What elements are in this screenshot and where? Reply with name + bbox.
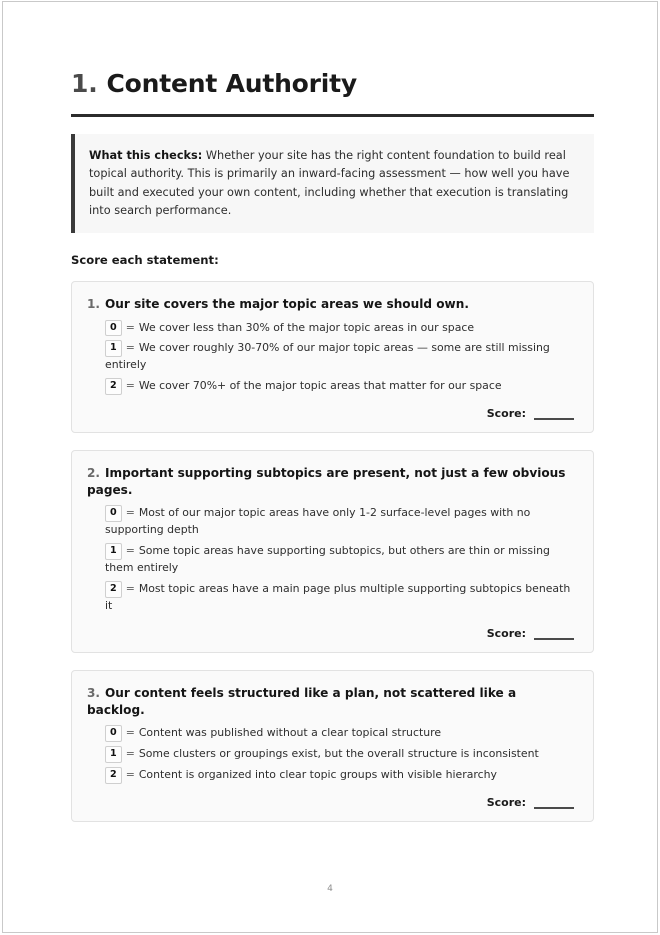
option-row[interactable] (105, 378, 577, 395)
question-heading (87, 465, 577, 499)
option-text: Some clusters or groupings exist, but the overall structure is inconsistent (138, 747, 539, 761)
equals-sign: = (125, 544, 135, 558)
question-heading (87, 296, 577, 313)
option-value-badge: 2 (105, 581, 122, 598)
option-row[interactable] (105, 746, 577, 763)
score-label: Score: (486, 407, 526, 421)
option-value-badge: 0 (105, 505, 122, 522)
title-divider (71, 114, 594, 117)
option-text: Most topic areas have a main page plus multiple supporting subtopics beneath it (105, 582, 571, 612)
option-row[interactable] (105, 505, 577, 539)
page-number: 4 (327, 884, 333, 894)
what-this-checks-callout (71, 134, 594, 234)
question-statement: Our content feels structured like a plan, not scattered like a backlog. (87, 685, 517, 717)
equals-sign: = (125, 582, 135, 596)
option-text: Some topic areas have supporting subtopics, but others are thin or missing them entirely (105, 544, 550, 575)
option-value-badge: 0 (105, 725, 122, 742)
page-title (71, 70, 594, 101)
score-row (87, 796, 577, 809)
option-text: Content is organized into clear topic groups with visible hierarchy (138, 767, 497, 781)
callout-body-text: Whether your site has the right content foundation to build real topical authority. This is primarily an inward-facing assessment — how well you have built and executed your own content, including whether that execution is translating into search performance. (89, 148, 570, 217)
option-list (87, 505, 577, 614)
score-input-blank[interactable] (534, 796, 574, 809)
option-text: We cover 70%+ of the major topic areas that matter for our space (138, 379, 502, 393)
option-text: Content was published without a clear topical structure (138, 726, 442, 740)
option-list (87, 320, 577, 396)
score-input-blank[interactable] (534, 627, 574, 640)
callout-paragraph (89, 147, 578, 221)
option-value-badge: 0 (105, 320, 122, 337)
question-number: 2. (87, 466, 101, 481)
question-number: 1. (87, 297, 101, 312)
score-input-blank[interactable] (534, 407, 574, 420)
option-row[interactable] (105, 320, 577, 337)
option-row[interactable] (105, 581, 577, 615)
equals-sign: = (125, 320, 135, 334)
section-number: 1. (71, 69, 98, 98)
question-card-list (71, 281, 594, 821)
score-row (87, 627, 577, 640)
option-row[interactable] (105, 767, 577, 784)
score-label: Score: (486, 795, 526, 809)
equals-sign: = (125, 767, 135, 781)
option-value-badge: 1 (105, 746, 122, 763)
question-statement: Our site covers the major topic areas we should own. (105, 297, 469, 312)
equals-sign: = (125, 506, 135, 520)
equals-sign: = (125, 341, 135, 355)
section-title-text: Content Authority (106, 69, 357, 98)
instructions-label: Score each statement: (71, 253, 219, 268)
callout-lead-label: What this checks: (89, 148, 203, 162)
document-page (2, 1, 658, 933)
option-row[interactable] (105, 340, 577, 374)
question-heading (87, 685, 577, 719)
option-value-badge: 1 (105, 543, 122, 560)
page-content (71, 70, 594, 822)
option-text: We cover roughly 30-70% of our major topic areas — some are still missing entirely (105, 341, 550, 372)
score-row (87, 407, 577, 420)
option-row[interactable] (105, 543, 577, 577)
equals-sign: = (125, 379, 135, 393)
question-card (71, 670, 594, 822)
option-text: We cover less than 30% of the major topic areas in our space (138, 320, 475, 334)
question-statement: Important supporting subtopics are present, not just a few obvious pages. (87, 466, 566, 498)
option-row[interactable] (105, 725, 577, 742)
equals-sign: = (125, 747, 135, 761)
option-list (87, 725, 577, 784)
question-card (71, 450, 594, 653)
score-label: Score: (486, 626, 526, 640)
question-number: 3. (87, 685, 101, 700)
option-value-badge: 2 (105, 767, 122, 784)
question-card (71, 281, 594, 433)
option-value-badge: 2 (105, 378, 122, 395)
option-text: Most of our major topic areas have only 1-2 surface-level pages with no supporting depth (105, 506, 531, 537)
option-value-badge: 1 (105, 340, 122, 357)
equals-sign: = (125, 726, 135, 740)
